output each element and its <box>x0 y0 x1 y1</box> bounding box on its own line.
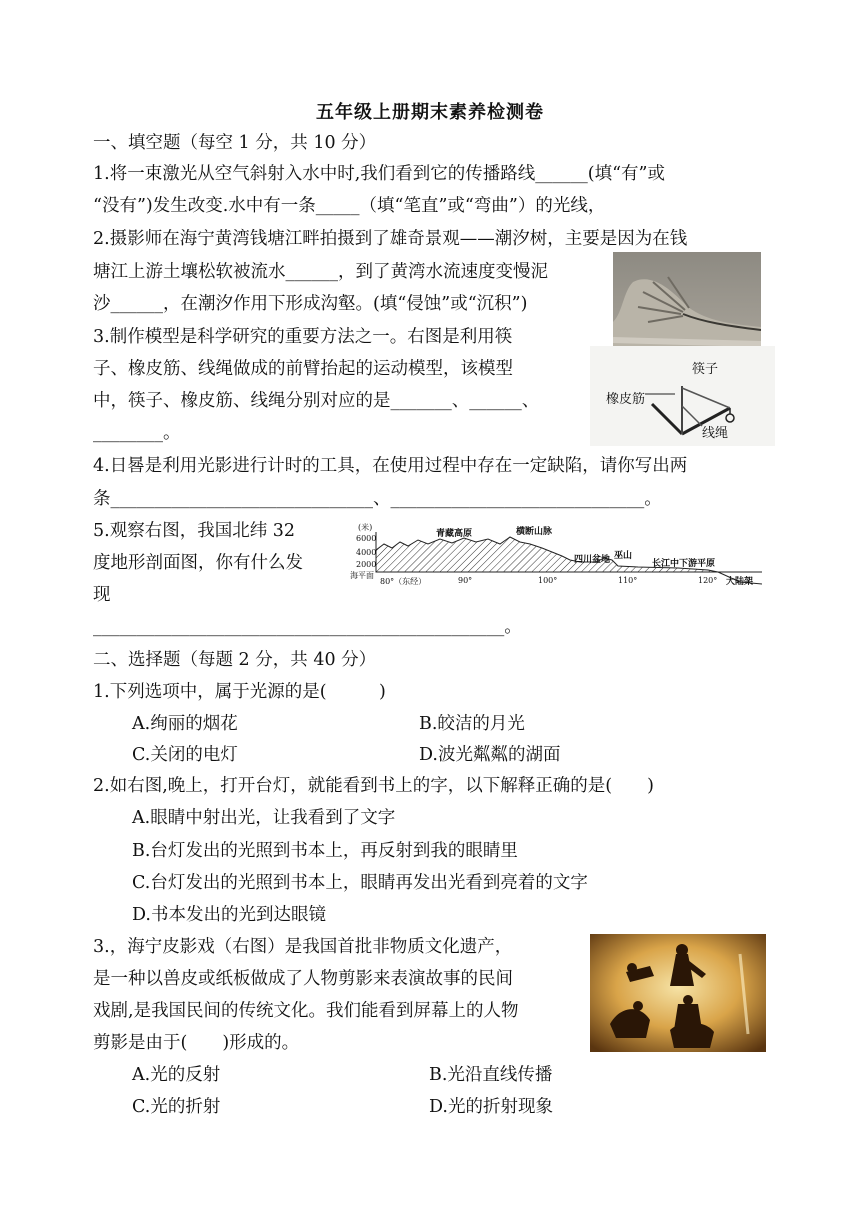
profile-wushan: 巫山 <box>614 551 633 561</box>
q3-line3: 中，筷子、橡皮筋、线绳分别对应的是_______、______、 <box>93 391 540 411</box>
s2q3-stem-line3: 戏剧,是我国民间的传统文化。我们能看到屏幕上的人物 <box>93 1001 519 1021</box>
profile-hengduan: 横断山脉 <box>516 527 553 537</box>
s2q1-option-c[interactable]: C.关闭的电灯 <box>132 745 238 765</box>
profile-x80: 80°（东经） <box>380 577 427 586</box>
page-title: 五年级上册期末素养检测卷 <box>316 102 544 123</box>
s2q3-option-a[interactable]: A.光的反射 <box>132 1065 221 1085</box>
profile-sea-level: 海平面 <box>350 571 374 580</box>
s2q1-option-d[interactable]: D.波光粼粼的湖面 <box>419 745 561 765</box>
q4-line1: 4.日晷是利用光影进行计时的工具，在使用过程中存在一定缺陷，请你写出两 <box>93 456 688 476</box>
arm-model-figure <box>590 346 775 446</box>
section1-heading: 一、填空题（每空 1 分，共 10 分） <box>93 133 377 153</box>
s2q1-option-a[interactable]: A.绚丽的烟花 <box>132 714 238 734</box>
q1-line1: 1.将一束激光从空气斜射入水中时,我们看到它的传播路线______(填“有”或 <box>93 164 665 184</box>
q5-line4: _______________________________________________。 <box>93 617 522 637</box>
s2q3-option-c[interactable]: C.光的折射 <box>132 1097 221 1117</box>
q1-line2: “没有”)发生改变.水中有一条_____（填“笔直”或“弯曲”）的光线， <box>93 196 606 216</box>
profile-y6000: 6000 <box>356 534 377 543</box>
s2q1-option-b[interactable]: B.皎洁的月光 <box>419 714 525 734</box>
q3-line4: ________。 <box>93 423 181 443</box>
model-label-rope: 线绳 <box>702 426 729 441</box>
s2q3-option-d[interactable]: D.光的折射现象 <box>429 1097 553 1117</box>
tidal-tree-photo <box>613 252 761 352</box>
s2q3-stem-line2: 是一种以兽皮或纸板做成了人物剪影来表演故事的民间 <box>93 969 513 989</box>
profile-x120: 120° <box>698 576 718 585</box>
q5-line2: 度地形剖面图，你有什么发 <box>93 553 303 573</box>
s2q2-option-b[interactable]: B.台灯发出的光照到书本上，再反射到我的眼睛里 <box>132 841 518 861</box>
s2q1-stem: 1.下列选项中，属于光源的是( ) <box>93 682 386 702</box>
profile-y2000: 2000 <box>356 560 377 569</box>
q5-line1: 5.观察右图，我国北纬 32 <box>93 521 296 541</box>
q3-line2: 子、橡皮筋、线绳做成的前臂抬起的运动模型，该模型 <box>93 359 513 379</box>
profile-plateau: 青藏高原 <box>436 529 473 539</box>
q3-line1: 3.制作模型是科学研究的重要方法之一。右图是利用筷 <box>93 327 513 347</box>
profile-x100: 100° <box>538 576 558 585</box>
s2q2-stem: 2.如右图,晚上，打开台灯，就能看到书上的字，以下解释正确的是( ) <box>93 776 654 796</box>
shadow-puppet-photo <box>590 934 766 1052</box>
s2q3-stem-line1: 3.，海宁皮影戏（右图）是我国首批非物质文化遗产， <box>93 937 513 957</box>
model-label-chopstick: 筷子 <box>692 362 719 377</box>
q2-line1: 2.摄影师在海宁黄湾钱塘江畔拍摄到了雄奇景观——潮汐树，主要是因为在钱 <box>93 229 688 249</box>
profile-x90: 90° <box>458 576 473 585</box>
s2q3-stem-line4: 剪影是由于( )形成的。 <box>93 1033 300 1053</box>
profile-x110: 110° <box>618 576 638 585</box>
q5-line3: 现 <box>93 585 111 605</box>
q4-line2: 条______________________________、_____________________________。 <box>93 489 662 509</box>
profile-unit-label: (米) <box>358 523 373 532</box>
profile-sichuan: 四川盆地 <box>574 555 611 565</box>
section2-heading: 二、选择题（每题 2 分，共 40 分） <box>93 650 377 670</box>
s2q2-option-d[interactable]: D.书本发出的光到达眼镜 <box>132 905 326 925</box>
q2-line3: 沙______，在潮汐作用下形成沟壑。(填“侵蚀”或“沉积”) <box>93 294 528 314</box>
profile-shelf: 大陆架 <box>726 577 754 587</box>
terrain-profile-figure <box>348 522 762 588</box>
s2q2-option-a[interactable]: A.眼睛中射出光，让我看到了文字 <box>132 808 396 828</box>
q2-line2: 塘江上游土壤松软被流水______，到了黄湾水流速度变慢泥 <box>93 262 548 282</box>
profile-y4000: 4000 <box>356 548 377 557</box>
model-label-rubber: 橡皮筋 <box>606 392 646 407</box>
s2q3-option-b[interactable]: B.光沿直线传播 <box>429 1065 553 1085</box>
profile-plain: 长江中下游平原 <box>652 559 716 569</box>
s2q2-option-c[interactable]: C.台灯发出的光照到书本上，眼睛再发出光看到亮着的文字 <box>132 873 588 893</box>
